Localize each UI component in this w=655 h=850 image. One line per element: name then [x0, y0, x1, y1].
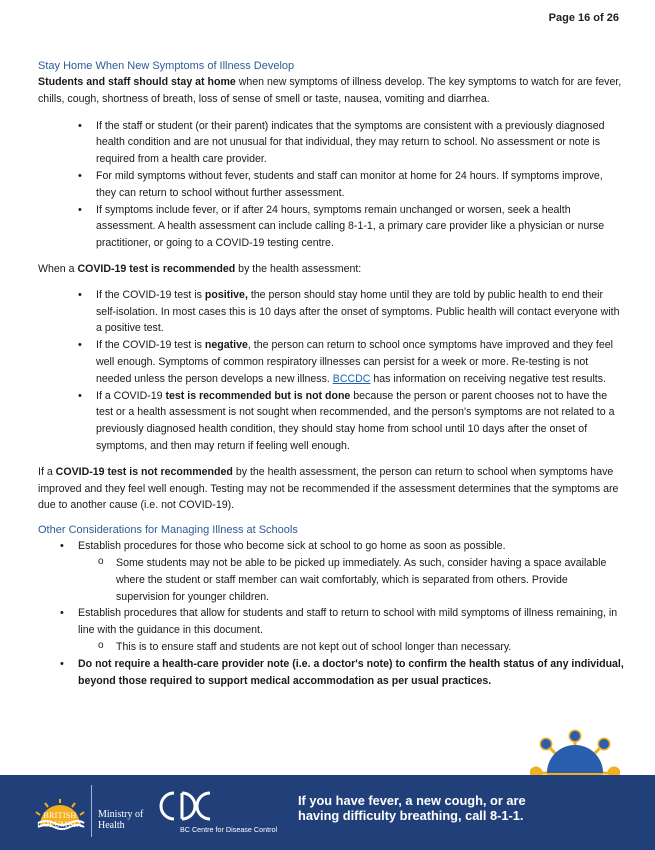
- ministry-label: [98, 809, 143, 831]
- test-result-bullets: [38, 287, 624, 455]
- intro-paragraph: [38, 74, 624, 108]
- list-item: • For mild symptoms without fever, students and staff can monitor at home for 24 hours. If symptoms improve, they can return to school without further assessment.: [38, 168, 624, 202]
- footer-divider: [91, 785, 92, 837]
- test-recommended-lead: [38, 261, 624, 278]
- bccdc-label: BC Centre for Disease Control: [180, 825, 278, 834]
- bc-line2: COLUMBIA: [37, 820, 83, 829]
- not-recommended-paragraph: If a COVID-19 test is not recommended by the health assessment, the person can return to school when symptoms have improved and they feel well enough. Testing may not be recommended if the assessment determines that the symptoms are due to another cause (i.e. not COVID-19).: [38, 465, 619, 512]
- list-item-bold: • Do not require a health-care provider note (i.e. a doctor's note) to confirm the health status of any individual, beyond those required to support medical accommodation as per usual practices.: [38, 656, 624, 690]
- bc-line1: BRITISH: [43, 811, 77, 820]
- list-item-not-done: • If a COVID-19 test is recommended but is not done because the person or parent chooses not to have the test or a health assessment is not sought when recommended, and the person's symptoms are not related to a previously diagnosed health condition, they should stay home from school until 10 days after the onset of symptoms, and then may return if feeling well enough.: [38, 388, 624, 455]
- call-811-slogan: If you have fever, a new cough, or are having difficulty breathing, call 8-1-1.: [298, 793, 526, 823]
- list-item: • Establish procedures for those who become sick at school to go home as soon as possible. o Some students may not be able to be picked up immediately. As such, consider having a space available where the student or staff member can wait comfortably, which is separated from others. Provide supervision for younger children.: [38, 538, 624, 605]
- sub-list-item: o This is to ensure staff and students are not kept out of school longer than necessary.: [38, 639, 624, 656]
- sub-list-item: o Some students may not be able to be picked up immediately. As such, consider having a space available where the student or staff member can wait comfortably, which is separated from others. Provide supervision for younger children.: [38, 555, 624, 605]
- bccdc-logo-icon: [158, 789, 214, 823]
- ministry-line1: Ministry of: [98, 809, 144, 820]
- considerations-list: [38, 538, 624, 689]
- page-number: Page 16 of 26: [548, 12, 619, 24]
- symptom-bullets: [38, 118, 624, 252]
- bc-wordmark: [34, 811, 86, 829]
- intro-text: when new symptoms of illness develop. The key symptoms to watch for are fever, chills, cough, shortness of breath, loss of sense of smell or taste, nausea, vomiting and diarrhea.: [38, 76, 622, 105]
- list-item: • If the staff or student (or their parent) indicates that the symptoms are consistent with a previously diagnosed health condition and are not unusual for that individual, they may return to school. No assessment or note is required from a health care provider.: [38, 118, 624, 168]
- list-item-negative: • If the COVID-19 test is negative, the person can return to school once symptoms have improved and they feel well enough. Symptoms of common respiratory illnesses can persist for a week or more. Re-testing is not needed unless the person develops a new illness. BCCDC has information on receiving negative test results.: [38, 337, 624, 387]
- footer-banner: [0, 775, 655, 850]
- list-item: • Establish procedures that allow for students and staff to return to school with mild symptoms of illness remaining, in line with the guidance in this document. o This is to ensure staff and students are not kept out of school longer than necessary.: [38, 605, 624, 655]
- document-body: [38, 58, 624, 689]
- bccdc-link[interactable]: BCCDC: [332, 372, 371, 385]
- section-heading-other-considerations: Other Considerations for Managing Illness at Schools: [38, 524, 298, 537]
- lead-end: by the health assessment:: [235, 262, 362, 275]
- ministry-line2: Health: [98, 820, 125, 831]
- intro-bold: Students and staff should stay at home: [38, 76, 236, 88]
- lead-text: When a: [38, 262, 78, 275]
- section-heading-stay-home: Stay Home When New Symptoms of Illness Develop: [38, 60, 295, 72]
- list-item: • If symptoms include fever, or if after 24 hours, symptoms remain unchanged or worsen, seek a health assessment. A health assessment can include calling 8-1-1, a primary care provider like a physician or nurse practitioner, or going to a COVID-19 testing centre.: [38, 202, 624, 252]
- list-item-positive: • If the COVID-19 test is positive, the person should stay home until they are told by public health to end their self-isolation. In most cases this is 10 days after the onset of symptoms. Public health will contact everyone with a positive test.: [38, 287, 624, 337]
- lead-bold: COVID-19 test is recommended: [77, 262, 236, 275]
